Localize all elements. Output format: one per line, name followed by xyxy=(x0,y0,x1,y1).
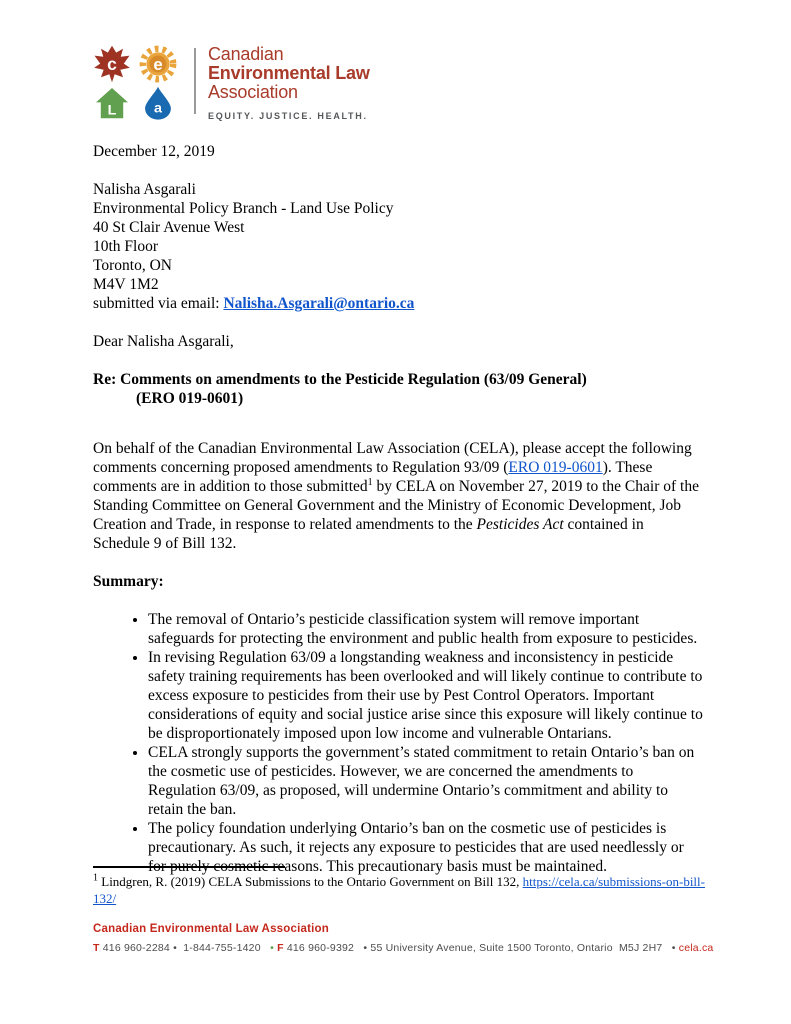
water-drop-icon xyxy=(134,86,182,120)
text-segment: • xyxy=(363,942,368,954)
org-name-line2: Environmental Law xyxy=(208,63,370,83)
text-segment: On behalf of the Canadian Environmental Law Association (CELA), please accept the following comments concerning proposed amendments to Regulation 93/09 ( xyxy=(93,440,692,476)
logo-divider xyxy=(194,48,196,114)
email-label: submitted via email: xyxy=(93,295,224,312)
recipient-dept: Environmental Policy Branch - Land Use Policy xyxy=(93,200,394,217)
recipient-name: Nalisha Asgarali xyxy=(93,181,196,198)
letterhead xyxy=(93,44,704,124)
org-tagline: EQUITY. JUSTICE. HEALTH. xyxy=(208,111,368,121)
text-segment: • xyxy=(270,942,274,954)
recipient-email-line xyxy=(93,294,704,313)
drop-letter: a xyxy=(154,100,162,117)
text-segment: 416 960-9392 xyxy=(283,942,364,954)
recipient-address-block xyxy=(93,180,704,313)
footnote-separator xyxy=(93,866,285,868)
intro-paragraph xyxy=(93,439,704,553)
salutation: Dear Nalisha Asgarali, xyxy=(93,333,234,350)
text-segment: 55 University Avenue, Suite 1500 Toronto, Ontario M5J 2H7 xyxy=(367,942,672,954)
text-segment: • xyxy=(173,942,177,954)
text-segment: ). These comments are in addition to those submitted xyxy=(93,459,653,495)
text-segment: Pesticides Act xyxy=(476,516,564,533)
org-name-block xyxy=(208,44,370,126)
subject-line-1: Re: Comments on amendments to the Pesticide Regulation (63/09 General) xyxy=(93,371,587,388)
sun-icon xyxy=(134,44,182,84)
recipient-floor: 10th Floor xyxy=(93,238,159,255)
text-segment: 416 960-2284 xyxy=(99,942,174,954)
summary-bullet: • In revising Regulation 63/09 a longstanding weakness and inconsistency in pesticide safety training requirements has been overlooked and will likely continue to contribute to excess exposure to pesticides from their use by Pest Control Operators. Important considerations of equity and social justice arise since this exposure will likely continue to be disproportionately imposed upon low income and vulnerable Ontarians. xyxy=(148,648,704,743)
recipient-street: 40 St Clair Avenue West xyxy=(93,219,245,236)
text-segment: • xyxy=(671,942,676,954)
subject-line-2: (ERO 019-0601) xyxy=(136,390,244,407)
text-segment: 1-844-755-1420 xyxy=(176,942,271,954)
cela-logo xyxy=(93,44,182,120)
org-name-line1: Canadian xyxy=(208,44,284,64)
summary-bullet: • The removal of Ontario’s pesticide classification system will remove important safeguards for protecting the environment and public health from exposure to pesticides. xyxy=(148,610,704,648)
inline-link[interactable]: cela.ca xyxy=(678,942,714,954)
recipient-city: Toronto, ON xyxy=(93,257,172,274)
text-segment: by CELA on November 27, 2019 to the Chair of the Standing Committee on General Government and the Ministry of Economic Development, Job Creation and Trade, in response to related amendments to the xyxy=(93,478,699,533)
inline-link[interactable]: https://cela.ca/submissions-on-bill-132/ xyxy=(93,874,705,906)
org-name-line3: Association xyxy=(208,82,298,102)
text-segment: T xyxy=(93,942,100,954)
footnote-ref: 1 xyxy=(367,476,373,488)
leaf-letter: c xyxy=(107,54,117,75)
text-segment: contained in Schedule 9 of Bill 132. xyxy=(93,516,644,552)
summary-bullet-list xyxy=(93,610,704,876)
sun-letter: e xyxy=(153,55,163,74)
email-link[interactable]: Nalisha.Asgarali@ontario.ca xyxy=(223,295,415,312)
footer-contact-line xyxy=(93,939,713,958)
footnote-text xyxy=(93,874,711,907)
text-segment: Lindgren, R. (2019) CELA Submissions to the Ontario Government on Bill 132, xyxy=(98,874,523,889)
house-letter: L xyxy=(107,102,117,119)
subject-block xyxy=(93,370,704,408)
summary-bullet: • The policy foundation underlying Ontario’s ban on the cosmetic use of pesticides is precautionary. As such, it rejects any exposure to pesticides that are used needlessly or for purely cosmetic reasons. This precautionary basis must be maintained. xyxy=(148,819,704,876)
summary-heading: Summary: xyxy=(93,573,164,590)
maple-leaf-icon xyxy=(93,44,131,84)
letter-date: December 12, 2019 xyxy=(93,143,215,160)
summary-bullet: • CELA strongly supports the government’s stated commitment to retain Ontario’s ban on the cosmetic use of pesticides. However, we are concerned the amendments to Regulation 63/09, as proposed, will undermine Ontario’s commitment and ability to retain the ban. xyxy=(148,743,704,819)
recipient-postal: M4V 1M2 xyxy=(93,276,159,293)
footnote-ref: 1 xyxy=(93,872,98,884)
footer-org-name: Canadian Environmental Law Association xyxy=(93,923,329,935)
text-segment: F xyxy=(277,942,284,954)
inline-link[interactable]: ERO 019-0601 xyxy=(508,459,603,476)
house-icon xyxy=(93,86,131,120)
